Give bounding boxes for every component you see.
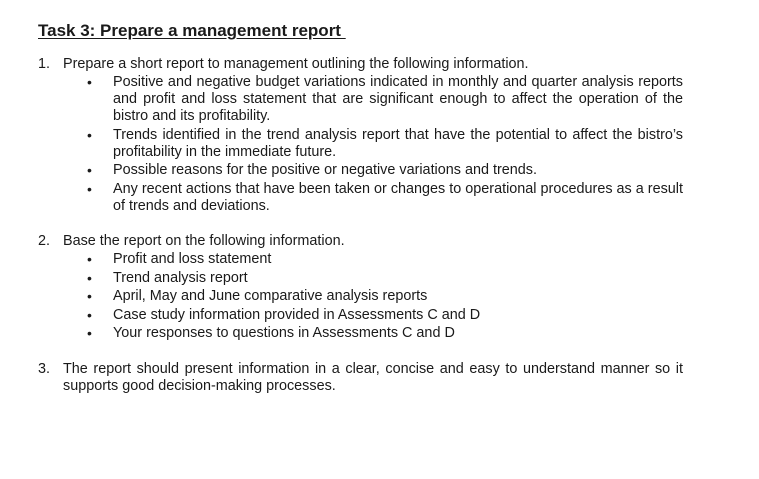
bullet-item: [63, 325, 683, 342]
bullet-text: Possible reasons for the positive or negative variations and trends.: [113, 162, 537, 178]
item-text: The report should present information in a clear, concise and easy to understand manner so it supports good decision-making processes.: [63, 360, 683, 394]
task-title: Task 3: Prepare a management report: [38, 21, 346, 40]
item-number: 1.: [38, 56, 51, 72]
bullet-item: [63, 270, 683, 287]
bullet-item: [63, 162, 683, 179]
bullet-text: Trends identified in the trend analysis report that have the potential to affect the bistro’s profitability in the immediate future.: [113, 126, 683, 160]
bullet-icon: •: [87, 306, 92, 323]
bullet-text: Profit and loss statement: [113, 251, 272, 267]
bullet-item: [63, 288, 683, 305]
item-text: Base the report on the following information.: [63, 233, 345, 249]
bullet-list: [63, 251, 683, 342]
bullet-text: Your responses to questions in Assessments C and D: [113, 325, 455, 341]
bullet-item: [63, 251, 683, 268]
numbered-item-2: [38, 233, 683, 344]
bullet-text: Trend analysis report: [113, 269, 248, 286]
bullet-text: Case study information provided in Assessments C and D: [113, 306, 481, 323]
bullet-item: [63, 307, 683, 324]
numbered-item-3: [38, 361, 683, 395]
bullet-item: [63, 127, 683, 161]
bullet-icon: •: [87, 126, 92, 143]
item-number: 2.: [38, 233, 51, 249]
numbered-item-1: [38, 56, 683, 216]
bullet-icon: •: [87, 251, 92, 267]
item-number: 3.: [38, 360, 51, 377]
item-text: Prepare a short report to management outlining the following information.: [63, 56, 529, 72]
bullet-item: [63, 181, 683, 215]
bullet-icon: •: [87, 74, 92, 90]
bullet-item: [63, 74, 683, 125]
bullet-text: April, May and June comparative analysis reports: [113, 288, 428, 304]
bullet-list: [63, 74, 683, 215]
bullet-text: Any recent actions that have been taken or changes to operational procedures as a result of trends and deviations.: [113, 180, 683, 214]
bullet-icon: •: [87, 162, 92, 178]
bullet-icon: •: [87, 180, 92, 197]
task-document: [38, 20, 683, 395]
bullet-icon: •: [87, 288, 92, 304]
bullet-text: Positive and negative budget variations indicated in monthly and quarter analysis reports and profit and loss statement that are significant enough to affect the operation of the bistro and its profitability.: [113, 74, 683, 124]
bullet-icon: •: [87, 325, 92, 341]
bullet-icon: •: [87, 269, 92, 286]
